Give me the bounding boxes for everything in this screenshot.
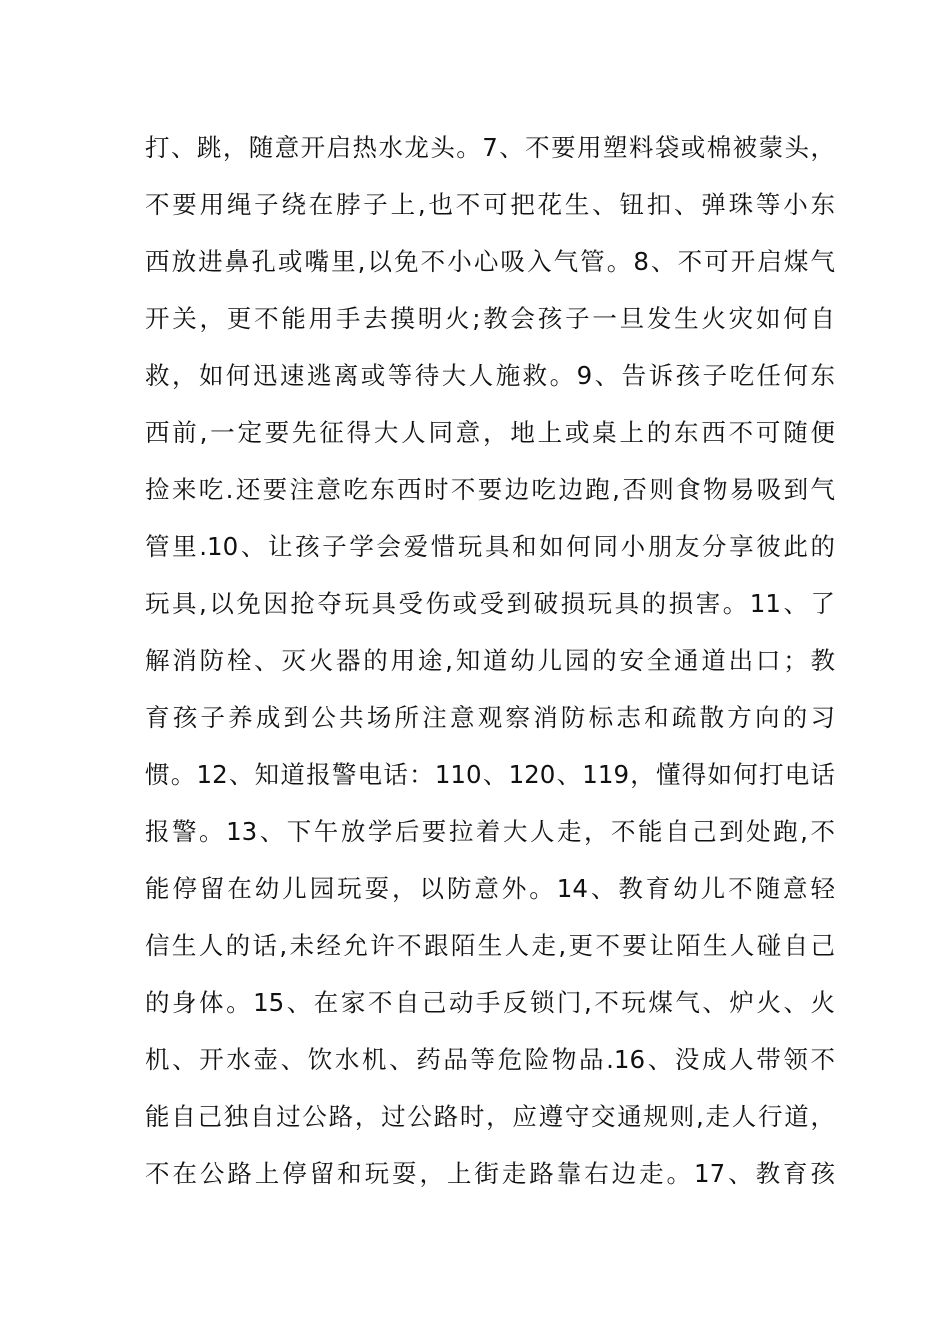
text-line: 不在公路上停留和玩耍，上街走路靠右边走。17、教育孩 [145,1159,835,1188]
text-line: 管里.10、让孩子学会爱惜玩具和如何同小朋友分享彼此的 [145,532,835,561]
text-line: 不要用绳子绕在脖子上,也不可把花生、钮扣、弹珠等小东 [145,190,835,219]
text-line: 西放进鼻孔或嘴里,以免不小心吸入气管。8、不可开启煤气 [145,247,835,276]
text-line: 报警。13、下午放学后要拉着大人走，不能自己到处跑,不 [145,817,835,846]
text-line: 开关，更不能用手去摸明火;教会孩子一旦发生火灾如何自 [145,304,835,333]
text-line: 解消防栓、灭火器的用途,知道幼儿园的安全通道出口；教 [145,646,835,675]
text-line: 能自己独自过公路，过公路时，应遵守交通规则,走人行道， [145,1102,835,1131]
text-line: 玩具,以免因抢夺玩具受伤或受到破损玩具的损害。11、了 [145,589,835,618]
text-line: 打、跳，随意开启热水龙头。7、不要用塑料袋或棉被蒙头， [145,133,835,162]
body-text [145,126,835,1209]
text-line: 西前,一定要先征得大人同意，地上或桌上的东西不可随便 [145,418,835,447]
text-line: 的身体。15、在家不自己动手反锁门,不玩煤气、炉火、火 [145,988,835,1017]
text-line: 育孩子养成到公共场所注意观察消防标志和疏散方向的习 [145,703,835,732]
text-line: 救，如何迅速逃离或等待大人施救。9、告诉孩子吃任何东 [145,361,835,390]
text-line: 机、开水壶、饮水机、药品等危险物品.16、没成人带领不 [145,1045,835,1074]
text-line: 惯。12、知道报警电话：110、120、119，懂得如何打电话 [145,760,835,789]
text-line: 信生人的话,未经允许不跟陌生人走,更不要让陌生人碰自己 [145,931,835,960]
text-line: 能停留在幼儿园玩耍，以防意外。14、教育幼儿不随意轻 [145,874,835,903]
text-line: 捡来吃.还要注意吃东西时不要边吃边跑,否则食物易吸到气 [145,475,835,504]
